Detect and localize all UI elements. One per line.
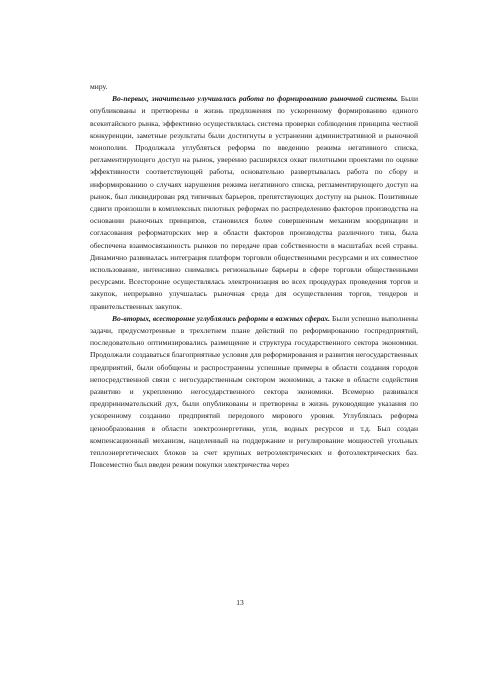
paragraph-1-text: Были опубликованы и претворены в жизнь предложения по ускоренному формированию единого всекитайского рынка, эффективно осуществлялась система проверки соблюдения принципа честной конкуренции, заметные результаты были достигнуты в устранении административной и рыночной монополии. Продолжала углубляться реформа по введению режима негативного списка, регламентирующего доступ на рынок, уверенно расширялся охват пилотными проектами по оценке эффективности соответствующей работы, основательно развертывалась работа по сбору и информированию о случаях нарушения режима негативного списка, регламентирующего доступ на рынок, был ликвидирован ряд типичных барьеров, препятствующих доступу на рынок. Позитивные сдвиги произошли в комплексных пилотных реформах по распределению факторов производства на основании рыночных принципов, становился более совершенным механизм координации и согласования реформаторских мер в области факторов производства различного типа, была обеспечена взаимосвязанность рынков по передаче прав собственности в масштабах всей страны. Динамично развивалась интеграция платформ торговли общественными ресурсами и их совместное использование, интенсивно снимались региональные барьеры в сфере торговли общественными ресурсами. Всесторонне осуществлялась электронизация во всех процедурах проведения торгов и закупок, непрерывно улучшалась рыночная среда для осуществления торгов, тендеров и правительственных закупок. <box>90 94 418 311</box>
paragraph-1-lead: Во-первых, значительно улучшалась работа по формированию рыночной системы. <box>112 94 399 104</box>
page-number: 13 <box>236 598 244 607</box>
continuation-line: миру. <box>90 82 108 91</box>
body-text <box>90 81 418 472</box>
paragraph-1 <box>90 93 418 313</box>
paragraph-2-text: Были успешно выполнены задачи, предусмотренные в трехлетнем плане действий по реформированию госпредприятий, последовательно оптимизировались размещение и структура государственного сектора экономики. Продолжали создаваться благоприятные условия для реформирования и развития негосударственных предприятий, были обобщены и распространены успешные примеры в области создания городов непосредственной связи с негосударственным сектором экономики, а также в области содействия развитию и укреплению негосударственного сектора экономики. Всемерно развивался предпринимательский дух, были опубликованы и претворены в жизнь руководящие указания по ускоренному созданию предприятий передового мирового уровня. Углублялась реформа ценообразования в области электроэнергетики, угля, водных ресурсов и т.д. Был создан компенсационный механизм, нацеленный на поддержание и регулирование мощностей угольных теплоэнергетических блоков за счет крупных ветроэлектрических и фотоэлектрических баз. Повсеместно был введен режим покупки электричества через <box>90 313 418 470</box>
paragraph-2 <box>90 313 418 472</box>
paragraph-2-lead: Во-вторых, всесторонне углублялись реформы в важных сферах. <box>112 313 331 323</box>
